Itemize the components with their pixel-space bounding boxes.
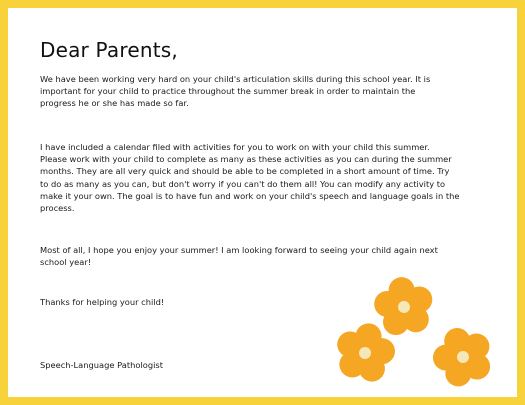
paragraph-line: Please work with your child to complete as many as these activities as you can during the summer (40, 154, 452, 165)
flower-icon (425, 319, 499, 392)
flower-icon (331, 318, 400, 386)
paragraph-line: progress he or she has made so far. (40, 98, 189, 109)
paragraph-line: make it your own. The goal is to have fun and work on your child's speech and language goals in the (40, 190, 460, 201)
paragraph-calendar (40, 141, 472, 214)
paragraph-line: months. They are all very quick and should be able to be completed in a short amount of time. Try (40, 166, 450, 177)
thanks-line: Thanks for helping your child! (40, 297, 165, 307)
paragraph-line: We have been working very hard on your child's articulation skills during this school year. It is (40, 74, 431, 84)
paragraph-line: process. (40, 203, 75, 214)
paragraph-line: Most of all, I hope you enjoy your summer! I am looking forward to seeing your child again next (40, 245, 438, 255)
paragraph-line: to do as many as you can, but don't worry if you can't do them all! You can modify any activity to (40, 178, 446, 189)
greeting-heading: Dear Parents, (40, 38, 178, 62)
paragraph-line: important for your child to practice throughout the summer break in order to maintain the (40, 86, 416, 97)
paragraph-line: school year! (40, 257, 92, 268)
paragraph-closing (40, 244, 472, 268)
signature-line: Speech-Language Pathologist (40, 360, 163, 370)
paragraph-line: I have included a calendar filed with activities for you to work on with your child this summer. (40, 142, 430, 152)
paragraph-intro (40, 73, 472, 110)
